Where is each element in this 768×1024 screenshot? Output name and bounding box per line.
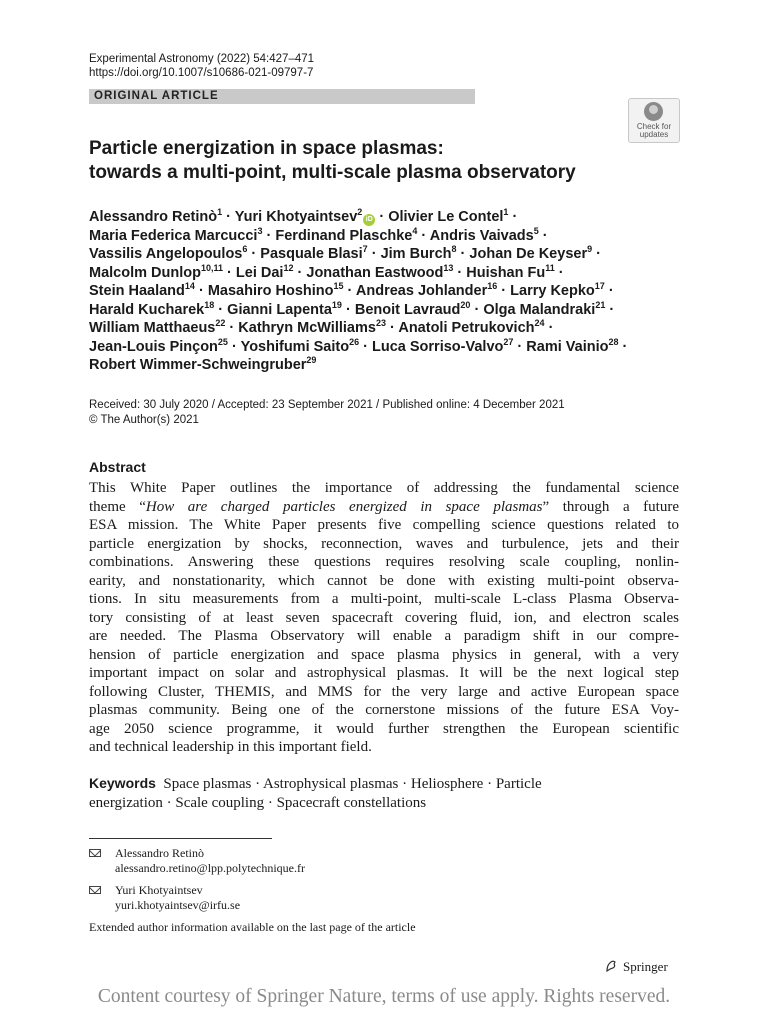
affiliation-mark: 25 <box>217 336 228 347</box>
affiliation-mark: 21 <box>595 299 606 310</box>
author-list <box>89 208 689 375</box>
abstract-line: particle energization by shocks, reconnection, waves and turbulence, jets and their <box>89 535 679 552</box>
author-line-1 <box>89 208 689 227</box>
author-name[interactable]: Malcolm Dunlop <box>89 264 201 281</box>
author-name[interactable]: Lei Dai <box>235 264 284 281</box>
affiliation-mark: 27 <box>503 336 514 347</box>
author-name[interactable]: Olga Malandraki <box>483 301 596 318</box>
orcid-icon[interactable]: iD <box>363 214 375 226</box>
separator: · <box>229 320 235 336</box>
separator: · <box>379 209 385 225</box>
keywords-line-1: Space plasmas · Astrophysical plasmas · Heliosphere · Particle <box>163 776 542 792</box>
author-name[interactable]: Gianni Lapenta <box>227 301 332 318</box>
affiliation-mark: 3 <box>257 225 263 236</box>
separator: · <box>474 301 480 318</box>
separator: · <box>501 283 507 299</box>
separator: · <box>231 338 237 355</box>
publication-dates <box>89 398 565 427</box>
contact-email[interactable]: yuri.khotyaintsev@irfu.se <box>115 897 241 912</box>
keywords-heading: Keywords <box>89 775 156 791</box>
abstract-line: important impact on solar and astrophysical plasmas. It will be the next logical step <box>89 665 679 681</box>
author-name[interactable]: Yoshifumi Saito <box>240 338 350 355</box>
abstract-line: are needed. The Plasma Observatory will enable a paradigm shift in our compre- <box>89 628 679 644</box>
author-line-3 <box>89 245 689 264</box>
separator: · <box>542 227 548 244</box>
separator: · <box>421 227 427 244</box>
abstract-line: combinations. Answering these questions requires resolving scale coupling, nonlin- <box>89 554 679 570</box>
abstract-line: and technical leadership in this important field. <box>89 739 372 755</box>
separator: · <box>218 301 224 318</box>
affiliation-mark: 5 <box>533 225 539 236</box>
separator: · <box>347 283 353 299</box>
abstract-line: tory consisting of at least seven spacecraft covering fluid, ion, and electron scales <box>89 609 679 626</box>
affiliation-mark: 20 <box>460 299 471 310</box>
separator: · <box>227 264 232 281</box>
author-name[interactable]: Johan De Keyser <box>469 246 588 262</box>
separator: · <box>371 246 377 262</box>
separator: · <box>345 301 351 318</box>
separator: · <box>608 283 614 299</box>
keywords <box>89 774 689 813</box>
abstract-line: following Cluster, THEMIS, and MMS for the very large and active European space <box>89 683 679 700</box>
author-name[interactable]: Rami Vainio <box>526 338 609 355</box>
journal-citation: Experimental Astronomy (2022) 54:427–471 <box>89 53 315 65</box>
abstract-line: hension of particle energization and space plasma physics in general, with a very <box>89 646 679 663</box>
separator: · <box>517 338 523 355</box>
separator: · <box>512 209 518 225</box>
envelope-icon <box>89 886 101 894</box>
abstract-question: How are charged particles energized in space plasmas <box>145 498 543 515</box>
abstract-line: This White Paper outlines the importance of addressing the fundamental science <box>89 480 679 496</box>
abstract-line: theme “How are charged particles energized in space plasmas” through a future <box>89 498 680 515</box>
author-name[interactable]: William Matthaeus <box>89 320 216 336</box>
check-updates-label-2: updates <box>639 130 669 139</box>
affiliation-mark: 12 <box>283 262 294 273</box>
copyright-notice: © The Author(s) 2021 <box>89 413 199 426</box>
separator: · <box>609 301 615 318</box>
separator: · <box>558 264 564 281</box>
springer-horse-icon <box>604 959 618 973</box>
affiliation-mark: 18 <box>204 299 215 310</box>
author-name[interactable]: Jean-Louis Pinçon <box>89 338 218 355</box>
author-name[interactable]: Ferdinand Plaschke <box>275 227 413 244</box>
author-name[interactable]: Masahiro Hoshino <box>207 283 334 299</box>
contact-email[interactable]: alessandro.retino@lpp.polytechnique.fr <box>115 860 305 875</box>
abstract-line: ESA mission. The White Paper presents five compelling science questions related to <box>89 517 679 533</box>
author-name[interactable]: Huishan Fu <box>466 264 546 281</box>
check-updates-icon <box>644 102 663 121</box>
author-name[interactable]: Olivier Le Contel <box>388 209 504 225</box>
affiliation-mark: 24 <box>534 318 545 328</box>
separator: · <box>198 283 204 299</box>
affiliation-mark: 16 <box>487 281 498 291</box>
author-name[interactable]: Harald Kucharek <box>89 301 205 318</box>
author-name[interactable]: Anatoli Petrukovich <box>398 320 535 336</box>
doi-link[interactable]: https://doi.org/10.1007/s10686-021-09797-7 <box>89 67 314 79</box>
affiliation-mark: 17 <box>594 281 605 291</box>
affiliation-mark: 22 <box>215 318 226 328</box>
abstract-line: earity, and nonstationarity, which cannot be done with existing multi-point observa- <box>89 572 679 589</box>
article-type-bar <box>89 89 475 104</box>
author-name[interactable]: Benoit Lavraud <box>354 301 461 318</box>
separator: · <box>622 338 628 355</box>
author-line-9 <box>89 356 689 375</box>
abstract-line: age 2050 science programme, it would further strengthen the European scientific <box>89 720 679 737</box>
separator: · <box>226 209 231 225</box>
article-title <box>89 137 649 185</box>
author-line-7 <box>89 319 689 338</box>
affiliation-mark: 13 <box>443 262 454 273</box>
author-line-2 <box>89 227 689 246</box>
author-name[interactable]: Kathryn McWilliams <box>238 320 376 336</box>
author-name[interactable]: Vassilis Angelopoulos <box>89 246 243 262</box>
author-name[interactable]: Andreas Johlander <box>355 283 488 299</box>
title-line-1: Particle energization in space plasmas: <box>89 138 444 159</box>
author-name[interactable]: Andris Vaivads <box>429 227 534 244</box>
footnote-divider <box>89 838 272 839</box>
article-type-label: ORIGINAL ARTICLE <box>94 90 219 102</box>
author-name[interactable]: Jonathan Eastwood <box>306 264 444 281</box>
separator: · <box>266 227 272 244</box>
affiliation-mark: 8 <box>451 244 457 254</box>
affiliation-mark: 1 <box>503 207 509 217</box>
affiliation-mark: 15 <box>333 281 344 291</box>
author-name[interactable]: Yuri Khotyaintsev <box>234 209 358 225</box>
separator: · <box>457 264 463 281</box>
author-name[interactable]: Larry Kepko <box>510 283 595 299</box>
author-line-8 <box>89 338 689 357</box>
contact-name: Yuri Khotyaintsev <box>115 883 203 897</box>
courtesy-notice: Content courtesy of Springer Nature, terms of use apply. Rights reserved. <box>97 986 671 1007</box>
affiliation-mark: 10,11 <box>200 262 224 273</box>
abstract-heading: Abstract <box>89 459 146 475</box>
author-name[interactable]: Alessandro Retinò <box>89 209 218 225</box>
author-line-4 <box>89 264 689 283</box>
affiliation-mark: 4 <box>412 225 418 236</box>
affiliation-mark: 19 <box>331 299 342 310</box>
affiliation-mark: 2 <box>357 207 363 217</box>
contact-name: Alessandro Retinò <box>115 846 204 860</box>
affiliation-mark: 7 <box>362 244 368 254</box>
affiliation-mark: 28 <box>608 336 619 347</box>
affiliation-mark: 23 <box>375 318 386 328</box>
check-updates-label-1: Check for <box>636 122 672 131</box>
publisher-name: Springer <box>623 959 668 974</box>
author-name[interactable]: Robert Wimmer-Schweingruber <box>89 357 307 373</box>
separator: · <box>596 246 601 262</box>
separator: · <box>297 264 303 281</box>
author-name[interactable]: Stein Haaland <box>89 283 185 299</box>
separator: · <box>460 246 466 262</box>
abstract-body <box>89 479 679 757</box>
separator: · <box>390 320 395 336</box>
author-name[interactable]: Jim Burch <box>380 246 452 262</box>
affiliation-mark: 11 <box>545 262 555 273</box>
abstract-line: plasmas community. Being one of the cornerstone missions of the future ESA Voy- <box>89 702 679 718</box>
author-name[interactable]: Maria Federica Marcucci <box>89 227 258 244</box>
journal-header <box>89 52 314 80</box>
author-name[interactable]: Pasquale Blasi <box>260 246 363 262</box>
envelope-icon <box>89 849 101 857</box>
affiliation-mark: 6 <box>242 244 248 254</box>
author-name[interactable]: Luca Sorriso-Valvo <box>372 338 504 355</box>
separator: · <box>548 320 554 336</box>
author-line-5 <box>89 282 689 301</box>
affiliation-mark: 14 <box>184 281 195 291</box>
affiliation-mark: 26 <box>349 336 360 347</box>
separator: · <box>363 338 368 355</box>
affiliation-mark: 29 <box>306 355 317 365</box>
separator: · <box>251 246 257 262</box>
history-dates: Received: 30 July 2020 / Accepted: 23 September 2021 / Published online: 4 December 2021 <box>89 399 565 411</box>
extended-author-info: Extended author information available on the last page of the article <box>89 920 416 934</box>
abstract-line: tions. In situ measurements from a multi-point, multi-scale L-class Plasma Observa- <box>89 591 679 607</box>
affiliation-mark: 1 <box>217 207 223 217</box>
keywords-line-2: energization · Scale coupling · Spacecraft constellations <box>89 795 427 811</box>
title-line-2: towards a multi-point, multi-scale plasma observatory <box>89 162 576 183</box>
springer-logo <box>604 959 668 975</box>
author-line-6 <box>89 301 689 320</box>
affiliation-mark: 9 <box>587 244 593 254</box>
